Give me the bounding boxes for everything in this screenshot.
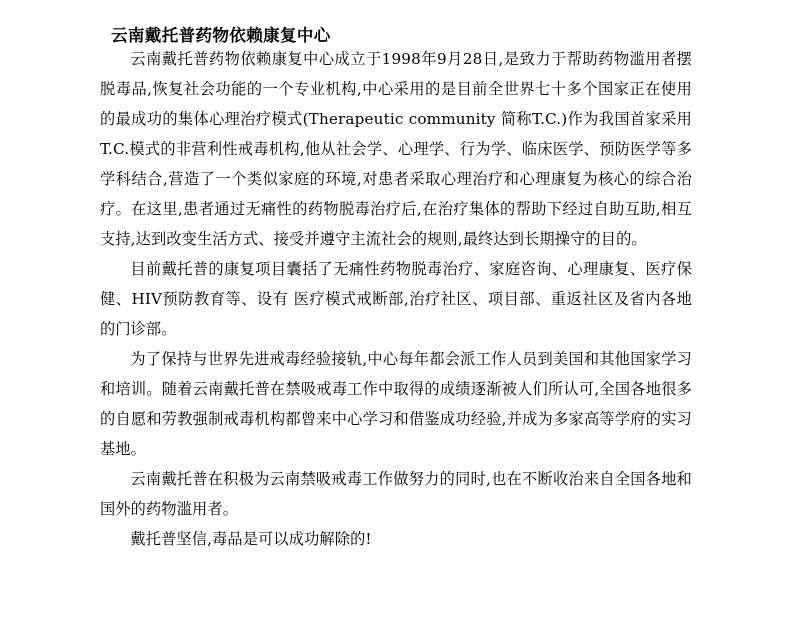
page-title: 云南戴托普药物依赖康复中心 (111, 26, 331, 46)
paragraph-2: 目前戴托普的康复项目囊括了无痛性药物脱毒治疗、家庭咨询、心理康复、医疗保健、HIV预防教育等、设有 医疗模式戒断部,治疗社区、项目部、重返社区及省内各地的门诊部。 (100, 260, 692, 338)
document-body (100, 44, 692, 554)
paragraph-1: 云南戴托普药物依赖康复中心成立于1998年9月28日,是致力于帮助药物滥用者摆脱毒品,恢复社会功能的一个专业机构,中心采用的是目前全世界七十多个国家正在使用的最成功的集体心理治疗模式(Therapeutic community 简称T.C.)作为我国首家采用T.C.模式的非营利性戒毒机构,他从社会学、心理学、行为学、临床医学、预防医学等多学科结合,营造了一个类似家庭的环境,对患者采取心理治疗和心理康复为核心的综合治疗。在这里,患者通过无痛性的药物脱毒治疗后,在治疗集体的帮助下经过自助互助,相互支持,达到改变生活方式、接受并遵守主流社会的规则,最终达到长期操守的目的。 (100, 50, 692, 248)
paragraph-4: 云南戴托普在积极为云南禁吸戒毒工作做努力的同时,也在不断收治来自全国各地和国外的药物滥用者。 (100, 470, 692, 518)
paragraph-5: 戴托普坚信,毒品是可以成功解除的! (130, 530, 372, 548)
paragraph-3: 为了保持与世界先进戒毒经验接轨,中心每年都会派工作人员到美国和其他国家学习和培训。随着云南戴托普在禁吸戒毒工作中取得的成绩逐渐被人们所认可,全国各地很多的自愿和劳教强制戒毒机构都曾来中心学习和借鉴成功经验,并成为多家高等学府的实习基地。 (100, 350, 692, 458)
